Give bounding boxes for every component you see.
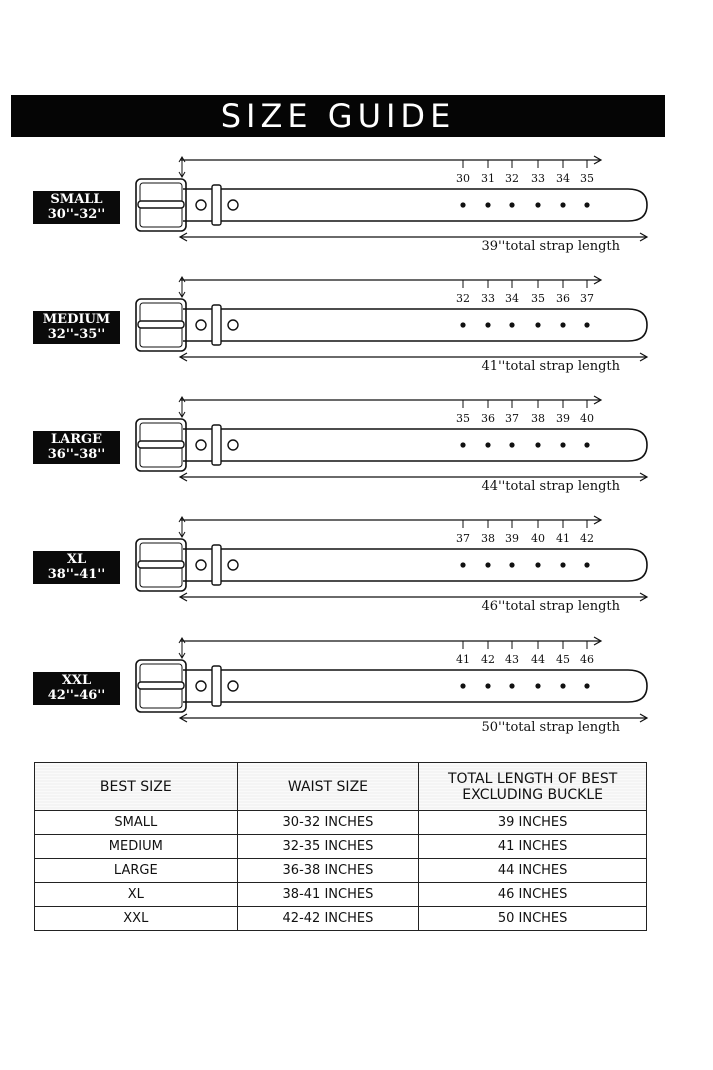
adjustment-hole bbox=[584, 683, 589, 688]
size-name: XXL bbox=[61, 673, 92, 688]
belt-loop bbox=[212, 666, 221, 706]
size-label bbox=[33, 311, 120, 344]
table-cell-waist: 36-38 INCHES bbox=[237, 859, 419, 883]
size-name: XL bbox=[66, 552, 87, 567]
size-label bbox=[33, 431, 120, 464]
tick-label: 33 bbox=[481, 292, 495, 305]
table-cell-size: SMALL bbox=[35, 811, 238, 835]
size-table-header-row bbox=[35, 763, 647, 811]
tick-label: 32 bbox=[505, 172, 519, 185]
table-row bbox=[35, 883, 647, 907]
belt-loop bbox=[212, 425, 221, 465]
buckle-prong bbox=[138, 321, 184, 328]
tick-label: 37 bbox=[456, 532, 470, 545]
tick-label: 37 bbox=[505, 412, 519, 425]
hole-icon bbox=[228, 440, 238, 450]
table-cell-length: 50 INCHES bbox=[419, 907, 647, 931]
belt-size-row bbox=[0, 636, 713, 746]
tick-label: 43 bbox=[505, 653, 519, 666]
tick-label: 42 bbox=[481, 653, 495, 666]
adjustment-hole bbox=[584, 202, 589, 207]
tick-label: 38 bbox=[481, 532, 495, 545]
size-name: SMALL bbox=[50, 192, 103, 207]
adjustment-hole bbox=[560, 442, 565, 447]
tick-label: 35 bbox=[531, 292, 545, 305]
size-label bbox=[33, 191, 120, 224]
tick-label: 32 bbox=[456, 292, 470, 305]
adjustment-hole bbox=[584, 442, 589, 447]
belt-size-row bbox=[0, 155, 713, 265]
tick-label: 45 bbox=[556, 653, 570, 666]
hole-icon bbox=[196, 681, 206, 691]
size-range: 38''-41'' bbox=[47, 567, 106, 582]
tick-label: 35 bbox=[456, 412, 470, 425]
belt-strap bbox=[183, 189, 647, 221]
tick-label: 30 bbox=[456, 172, 470, 185]
table-row bbox=[35, 907, 647, 931]
belt-strap bbox=[183, 429, 647, 461]
adjustment-hole bbox=[509, 442, 514, 447]
table-row bbox=[35, 811, 647, 835]
buckle-prong bbox=[138, 201, 184, 208]
tick-label: 34 bbox=[556, 172, 570, 185]
size-label bbox=[33, 551, 120, 584]
size-label bbox=[33, 672, 120, 705]
adjustment-hole bbox=[560, 562, 565, 567]
header-best-size: BEST SIZE bbox=[35, 763, 238, 811]
adjustment-hole bbox=[535, 442, 540, 447]
hole-icon bbox=[196, 440, 206, 450]
tick-label: 37 bbox=[580, 292, 594, 305]
belt-loop bbox=[212, 545, 221, 585]
tick-label: 34 bbox=[505, 292, 519, 305]
table-row bbox=[35, 835, 647, 859]
adjustment-hole bbox=[535, 683, 540, 688]
belt-size-row bbox=[0, 275, 713, 385]
hole-icon bbox=[196, 560, 206, 570]
size-range: 42''-46'' bbox=[47, 688, 106, 703]
adjustment-hole bbox=[460, 322, 465, 327]
size-name: MEDIUM bbox=[42, 312, 111, 327]
hole-icon bbox=[228, 200, 238, 210]
adjustment-hole bbox=[485, 562, 490, 567]
adjustment-hole bbox=[560, 202, 565, 207]
buckle-prong bbox=[138, 561, 184, 568]
adjustment-hole bbox=[460, 562, 465, 567]
table-cell-length: 44 INCHES bbox=[419, 859, 647, 883]
buckle-prong bbox=[138, 441, 184, 448]
adjustment-hole bbox=[509, 562, 514, 567]
size-guide-title: SIZE GUIDE bbox=[11, 95, 665, 137]
adjustment-hole bbox=[584, 562, 589, 567]
belt-strap bbox=[183, 549, 647, 581]
adjustment-hole bbox=[560, 683, 565, 688]
table-cell-waist: 32-35 INCHES bbox=[237, 835, 419, 859]
hole-icon bbox=[196, 200, 206, 210]
adjustment-hole bbox=[535, 322, 540, 327]
belt-loop bbox=[212, 185, 221, 225]
adjustment-hole bbox=[460, 202, 465, 207]
table-cell-size: LARGE bbox=[35, 859, 238, 883]
size-range: 30''-32'' bbox=[47, 207, 106, 222]
table-cell-length: 41 INCHES bbox=[419, 835, 647, 859]
table-cell-size: XXL bbox=[35, 907, 238, 931]
adjustment-hole bbox=[485, 322, 490, 327]
strap-length-label: 44''total strap length bbox=[481, 479, 620, 494]
adjustment-hole bbox=[509, 683, 514, 688]
tick-label: 36 bbox=[556, 292, 570, 305]
adjustment-hole bbox=[509, 202, 514, 207]
strap-length-label: 39''total strap length bbox=[481, 239, 620, 254]
adjustment-hole bbox=[535, 562, 540, 567]
size-range: 36''-38'' bbox=[47, 447, 106, 462]
hole-icon bbox=[196, 320, 206, 330]
size-range: 32''-35'' bbox=[47, 327, 106, 342]
size-table bbox=[34, 762, 647, 931]
table-cell-length: 46 INCHES bbox=[419, 883, 647, 907]
tick-label: 40 bbox=[580, 412, 594, 425]
tick-label: 36 bbox=[481, 412, 495, 425]
tick-label: 31 bbox=[481, 172, 495, 185]
tick-label: 33 bbox=[531, 172, 545, 185]
tick-label: 46 bbox=[580, 653, 594, 666]
adjustment-hole bbox=[485, 683, 490, 688]
tick-label: 42 bbox=[580, 532, 594, 545]
table-cell-size: XL bbox=[35, 883, 238, 907]
strap-length-label: 50''total strap length bbox=[481, 720, 620, 735]
adjustment-hole bbox=[485, 202, 490, 207]
strap-length-label: 41''total strap length bbox=[481, 359, 620, 374]
adjustment-hole bbox=[560, 322, 565, 327]
adjustment-hole bbox=[460, 683, 465, 688]
table-cell-waist: 30-32 INCHES bbox=[237, 811, 419, 835]
adjustment-hole bbox=[535, 202, 540, 207]
hole-icon bbox=[228, 320, 238, 330]
header-waist-size: WAIST SIZE bbox=[237, 763, 419, 811]
adjustment-hole bbox=[509, 322, 514, 327]
belt-size-row bbox=[0, 395, 713, 505]
belt-strap bbox=[183, 670, 647, 702]
belt-size-row bbox=[0, 515, 713, 625]
tick-label: 39 bbox=[505, 532, 519, 545]
adjustment-hole bbox=[460, 442, 465, 447]
table-row bbox=[35, 859, 647, 883]
table-cell-length: 39 INCHES bbox=[419, 811, 647, 835]
hole-icon bbox=[228, 681, 238, 691]
adjustment-hole bbox=[485, 442, 490, 447]
tick-label: 41 bbox=[556, 532, 570, 545]
tick-label: 41 bbox=[456, 653, 470, 666]
tick-label: 44 bbox=[531, 653, 545, 666]
hole-icon bbox=[228, 560, 238, 570]
table-cell-waist: 42-42 INCHES bbox=[237, 907, 419, 931]
buckle-prong bbox=[138, 682, 184, 689]
table-cell-size: MEDIUM bbox=[35, 835, 238, 859]
strap-length-label: 46''total strap length bbox=[481, 599, 620, 614]
tick-label: 38 bbox=[531, 412, 545, 425]
table-cell-waist: 38-41 INCHES bbox=[237, 883, 419, 907]
tick-label: 39 bbox=[556, 412, 570, 425]
tick-label: 35 bbox=[580, 172, 594, 185]
header-total-length: TOTAL LENGTH OF BEST EXCLUDING BUCKLE bbox=[419, 763, 647, 811]
belt-strap bbox=[183, 309, 647, 341]
size-name: LARGE bbox=[50, 432, 103, 447]
belt-loop bbox=[212, 305, 221, 345]
adjustment-hole bbox=[584, 322, 589, 327]
tick-label: 40 bbox=[531, 532, 545, 545]
